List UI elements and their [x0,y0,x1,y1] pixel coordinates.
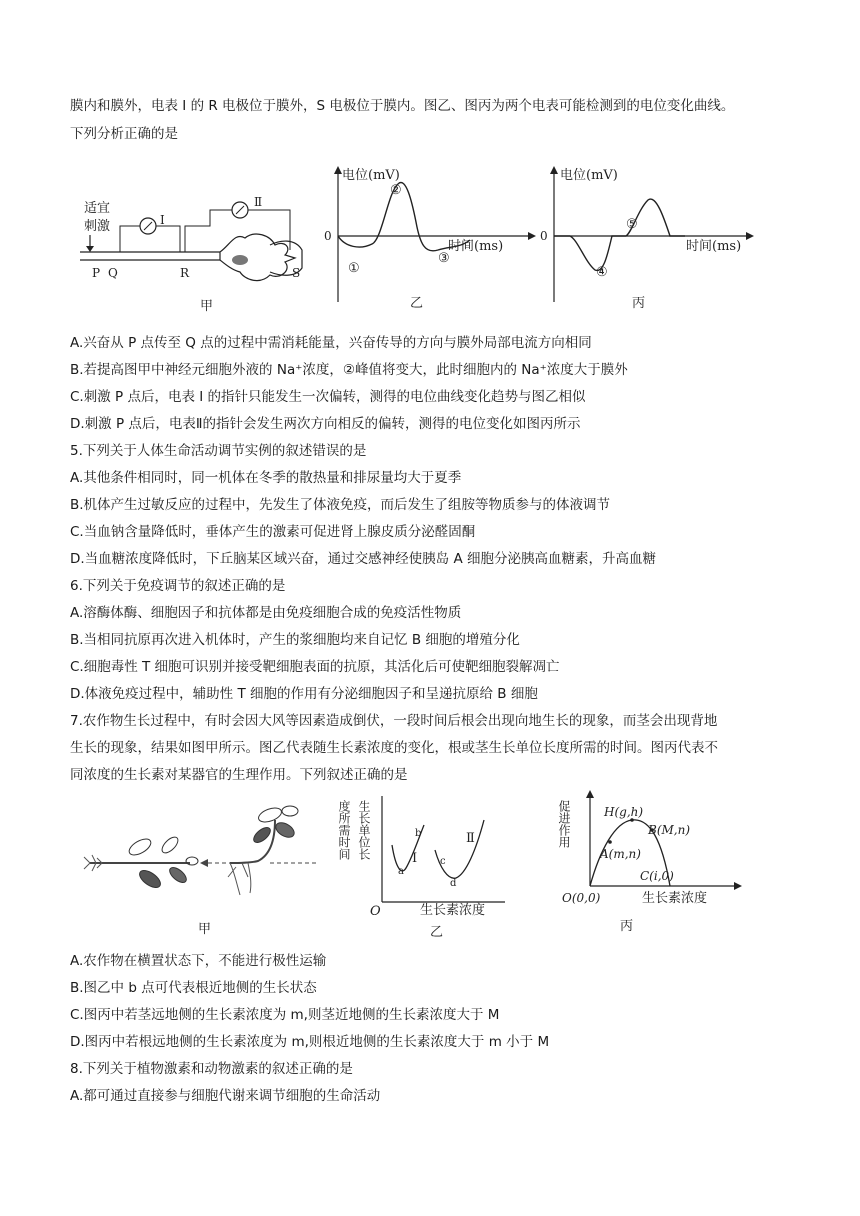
label-r: R [180,266,190,280]
meter-i-label: I [160,213,165,227]
yi-marker-1: ① [348,261,360,276]
q7-stem-line-3: 同浓度的生长素对某器官的生理作用。下列叙述正确的是 [70,767,408,783]
meter-ii-needle [236,206,244,214]
caption-bing-2: 丙 [620,919,634,934]
curve-ii-label: Ⅱ [466,831,475,846]
yi2-ylabel-1: 生长单位长 [357,800,371,860]
point-a-dot [608,840,612,844]
bing-xlabel: 时间(ms) [686,239,742,254]
figure-bing-promotion [557,790,750,940]
q7-stem-line-2: 生长的现象，结果如图甲所示。图乙代表随生长素浓度的变化，根或茎生长单位长度所需的时间。图丙代表不 [70,740,718,756]
caption-bing-1: 丙 [632,296,646,311]
q7-option-b: B.图乙中 b 点可代表根近地侧的生长状态 [70,980,317,996]
point-c-label: C(i,0) [640,869,674,883]
yi-y-arrow [334,166,342,174]
meter-i-wires [120,226,180,252]
figure-bing-curve [540,162,770,312]
stim-label-1: 适宜 [84,201,111,216]
yi2-origin: O [370,904,381,919]
bing-x-arrow [746,232,754,240]
intro-line-2: 下列分析正确的是 [70,126,178,142]
caption-jia-1: 甲 [200,299,214,314]
arrowhead-left [200,859,208,867]
q4-option-c: C.刺激 P 点后，电表 I 的指针只能发生一次偏转，测得的电位曲线变化趋势与图乙相似 [70,389,586,405]
plant-bent [228,805,298,895]
bing-marker-4: ④ [596,265,608,280]
point-d: d [450,878,457,889]
bing-marker-5: ⑤ [626,217,638,232]
yi-marker-2: ② [390,183,402,198]
origin-label: O(0,0) [562,891,601,905]
q4-option-d: D.刺激 P 点后，电表Ⅱ的指针会发生两次方向相反的偏转，测得的电位变化如图丙所示 [70,416,581,432]
point-b-label: B(M,n) [648,823,691,837]
meter-i-needle [144,222,152,230]
figure-jia-neuron [80,190,320,315]
point-a: a [398,866,404,877]
figure-yi-growth-time [337,790,520,940]
caption-yi-2: 乙 [430,925,444,940]
intro-line-1: 膜内和膜外，电表 I 的 R 电极位于膜外，S 电极位于膜内。图乙、图丙为两个电表可能检测到的电位变化曲线。 [70,98,735,114]
bing-potential-curve [554,199,685,270]
q7-stem-line-1: 7.农作物生长过程中，有时会因大风等因素造成倒伏，一段时间后根会出现向地生长的现象，而茎会出现背地 [70,713,718,729]
yi-ylabel: 电位(mV) [342,168,400,183]
q4-option-b: B.若提高图甲中神经元细胞外液的 Na⁺浓度，②峰值将变大，此时细胞内的 Na⁺浓度大于膜外 [70,362,628,378]
yi2-ylabel-2: 度所需时间 [337,800,351,860]
point-a-label: A(m,n) [600,847,641,861]
meter-ii-wires [185,210,290,252]
point-h-label: H(g,h) [604,805,644,819]
point-b: b [415,828,422,839]
caption-jia-2: 甲 [198,922,212,937]
figure-yi-curve [320,162,550,312]
q7-option-a: A.农作物在横置状态下，不能进行极性运输 [70,953,327,969]
stim-label-2: 刺激 [84,219,111,234]
q7-option-c: C.图丙中若茎远地侧的生长素浓度为 m,则茎近地侧的生长素浓度大于 M [70,1007,500,1023]
nucleus [232,255,248,265]
curve-i-label: I [412,851,418,866]
q5-option-d: D.当血糖浓度降低时，下丘脑某区域兴奋，通过交感神经使胰岛 A 细胞分泌胰高血糖素，升高血糖 [70,551,657,567]
label-s: S [292,266,301,280]
curve-ii [435,820,484,878]
yi-zero: 0 [324,229,332,243]
q6-option-b: B.当相同抗原再次进入机体时，产生的浆细胞均来自记忆 B 细胞的增殖分化 [70,632,520,648]
label-p: P [92,266,101,280]
q8-option-a: A.都可通过直接参与细胞代谢来调节细胞的生命活动 [70,1088,381,1104]
bing2-x-arrow [734,882,742,890]
q6-option-a: A.溶酶体酶、细胞因子和抗体都是由免疫细胞合成的免疫活性物质 [70,605,462,621]
q8-stem: 8.下列关于植物激素和动物激素的叙述正确的是 [70,1061,353,1077]
q6-option-c: C.细胞毒性 T 细胞可识别并接受靶细胞表面的抗原，其活化后可使靶细胞裂解凋亡 [70,659,560,675]
q5-stem: 5.下列关于人体生命活动调节实例的叙述错误的是 [70,443,367,459]
q4-option-a: A.兴奋从 P 点传至 Q 点的过程中需消耗能量，兴奋传导的方向与膜外局部电流方向相同 [70,335,592,351]
point-c: c [440,856,446,867]
bing2-xlabel: 生长素浓度 [642,891,708,906]
bing-zero: 0 [540,229,548,243]
yi-xlabel: 时间(ms) [448,239,504,254]
q5-option-c: C.当血钠含量降低时，垂体产生的激素可促进肾上腺皮质分泌醛固酮 [70,524,476,540]
meter-ii-label: Ⅱ [254,195,263,209]
plant-horizontal [84,834,198,890]
yi2-xlabel: 生长素浓度 [420,903,486,918]
q6-stem: 6.下列关于免疫调节的叙述正确的是 [70,578,286,594]
yi-marker-3: ③ [438,251,450,266]
label-q: Q [108,266,118,280]
bing2-ylabel: 促进作用 [557,800,571,848]
bing-y-arrow [550,166,558,174]
stimulus-arrowhead [86,246,94,252]
caption-yi-1: 乙 [410,296,424,311]
yi-x-arrow [528,232,536,240]
q7-option-d: D.图丙中若根远地侧的生长素浓度为 m,则根近地侧的生长素浓度大于 m 小于 M [70,1034,550,1050]
q6-option-d: D.体液免疫过程中，辅助性 T 细胞的作用有分泌细胞因子和呈递抗原给 B 细胞 [70,686,538,702]
q5-option-b: B.机体产生过敏反应的过程中，先发生了体液免疫，而后发生了组胺等物质参与的体液调节 [70,497,611,513]
figure-jia-plants [80,805,320,940]
bing2-y-arrow [586,790,594,798]
bing-ylabel: 电位(mV) [560,168,618,183]
q5-option-a: A.其他条件相同时，同一机体在冬季的散热量和排尿量均大于夏季 [70,470,462,486]
